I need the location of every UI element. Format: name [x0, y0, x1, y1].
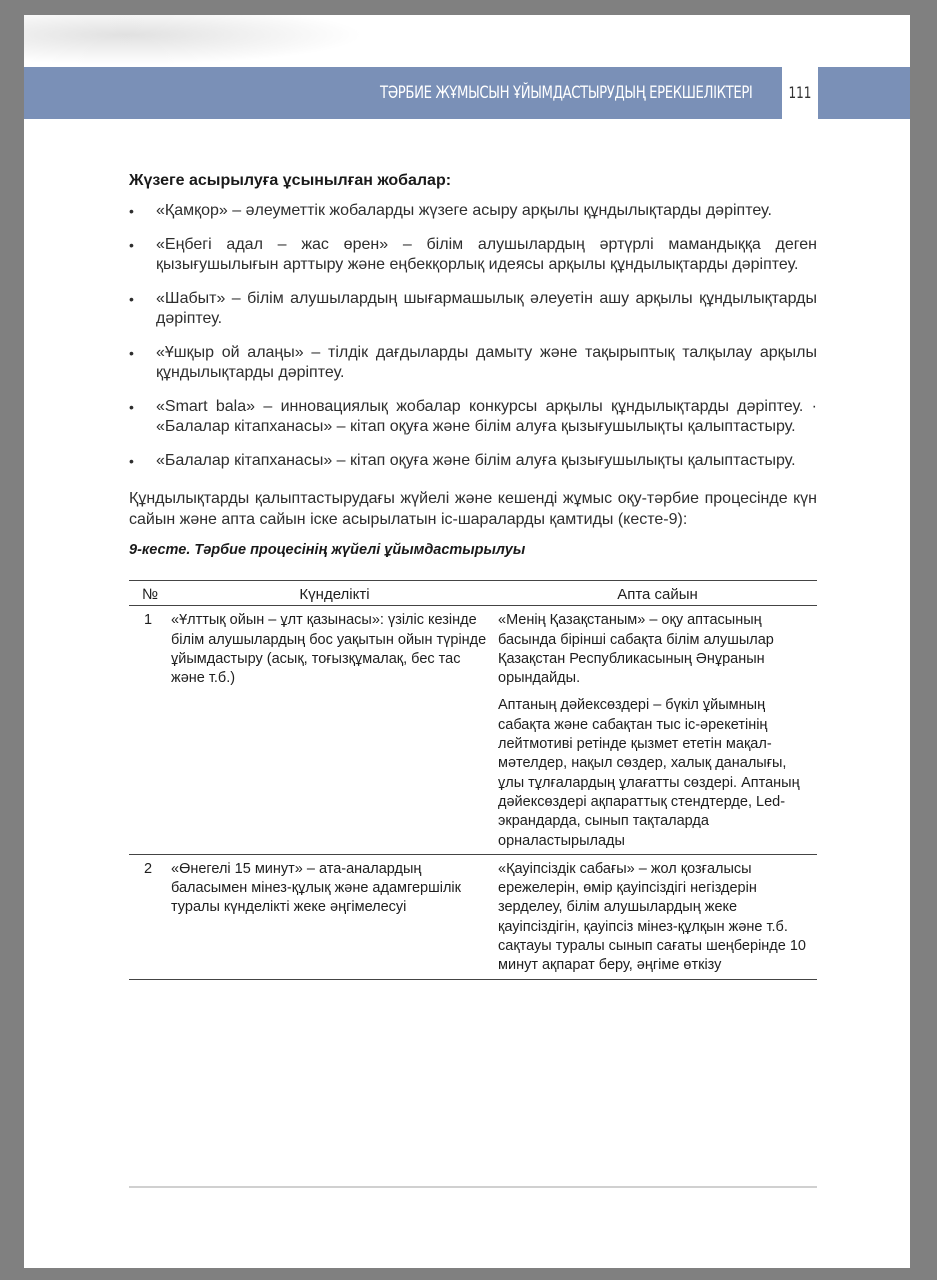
- bullet-icon: •: [129, 236, 134, 253]
- daily-cell: «Өнегелі 15 минут» – ата-аналардың баласымен мінез-құлық және адамгершілік туралы күнделікті жеке әңгімелесуі: [171, 854, 498, 979]
- bullet-icon: •: [129, 290, 134, 307]
- table-row: [129, 854, 817, 979]
- weekly-paragraph: «Менің Қазақстаным» – оқу аптасының басында бірінші сабақта білім алушылар Қазақстан Республикасының Әнұранын орындайды.: [498, 612, 774, 687]
- list-item: [129, 235, 817, 276]
- page-content: [129, 170, 817, 980]
- scan-shadow: [24, 15, 364, 65]
- row-number: 1: [129, 606, 171, 855]
- weekly-cell: [498, 606, 817, 855]
- header-edge-tab: [818, 67, 910, 119]
- list-item-text: «Шабыт» – білім алушылардың шығармашылық әлеуетін ашу арқылы құндылықтарды дәріптеу.: [156, 289, 817, 327]
- list-item-text: «Smart bala» – инновациялық жобалар конкурсы арқылы құндылықтарды дәріптеу. · «Балалар кітапханасы» – кітап оқуға және білім алуға қызығушылықты қалыптастыру.: [156, 397, 817, 435]
- list-item-text: «Ұшқыр ой алаңы» – тілдік дағдыларды дамыту және тақырыптық талқылау арқылы құндылықтарды дәріптеу.: [156, 343, 817, 381]
- header-num: №: [129, 581, 171, 606]
- document-page: [24, 15, 910, 1268]
- running-title: ТӘРБИЕ ЖҰМЫСЫН ҰЙЫМДАСТЫРУДЫҢ ЕРЕКШЕЛІКТЕРІ: [379, 83, 752, 103]
- schedule-table: [129, 580, 817, 980]
- table-caption: 9-кесте. Тәрбие процесінің жүйелі ұйымдастырылуы: [129, 542, 526, 558]
- list-item: [129, 343, 817, 384]
- weekly-paragraph: «Қауіпсіздік сабағы» – жол қозғалысы ережелерін, өмір қауіпсіздігі негіздерін зерделеу, білім алушылардың жеке қауіпсіздігін, қауіпсіз мінез-құлқын және т.б. сақтауы туралы сынып сағаты шеңберінде 10 минут ақпарат беру, әңгіме өткізу: [498, 860, 806, 974]
- footer-divider: [129, 1186, 817, 1188]
- list-item-text: «Қамқор» – әлеуметтік жобаларды жүзеге асыру арқылы құндылықтарды дәріптеу.: [156, 202, 772, 219]
- bullet-icon: •: [129, 203, 134, 219]
- list-item: [129, 397, 817, 438]
- page-number: 111: [788, 83, 812, 102]
- intro-paragraph: Құндылықтарды қалыптастырудағы жүйелі және кешенді жұмыс оқу-тәрбие процесінде күн сайын және апта сайын іске асырылатын іс-шараларды қамтиды (кесте-9):: [129, 490, 817, 528]
- projects-list: [129, 201, 817, 471]
- bullet-icon: •: [129, 344, 134, 361]
- list-item: [129, 289, 817, 330]
- list-item: [129, 201, 817, 222]
- weekly-cell: [498, 854, 817, 979]
- list-item-text: «Еңбегі адал – жас өрен» – білім алушылардың әртүрлі мамандыққа деген қызығушылығын арттыру және еңбекқорлық идеясы арқылы құндылықтарды дәріптеу.: [156, 235, 817, 273]
- weekly-paragraph: Аптаның дәйексөздері – бүкіл ұйымның сабақта және сабақтан тыс іс-әрекетінің лейтмотиві ретінде қызмет ететін мақал-мәтелдер, нақыл сөздер, халық даналығы, ұлы тұлғалардың ұлағатты сөздері. Аптаның дәйексөздері ақпараттық стендтерде, Led-экрандарда, сынып тақталарда орналастырылады: [498, 697, 800, 849]
- list-item-text: «Балалар кітапханасы» – кітап оқуға және білім алуға қызығушылықты қалыптастыру.: [156, 451, 796, 469]
- row-number: 2: [129, 854, 171, 979]
- daily-cell: «Ұлттық ойын – ұлт қазынасы»: үзіліс кезінде білім алушылардың бос уақытын ойын түрінде ұйымдастыру (асық, тоғызқұмалақ, бес тас және т.б.): [171, 606, 498, 855]
- bullet-icon: •: [129, 452, 134, 469]
- table-row: [129, 606, 817, 855]
- table-header-row: [129, 581, 817, 606]
- header-weekly: Апта сайын: [498, 581, 817, 606]
- bullet-icon: •: [129, 398, 134, 415]
- header-daily: Күнделікті: [171, 581, 498, 606]
- list-item: [129, 451, 817, 472]
- running-header-band: [24, 67, 782, 119]
- projects-heading: Жүзеге асырылуға ұсынылған жобалар:: [129, 172, 452, 189]
